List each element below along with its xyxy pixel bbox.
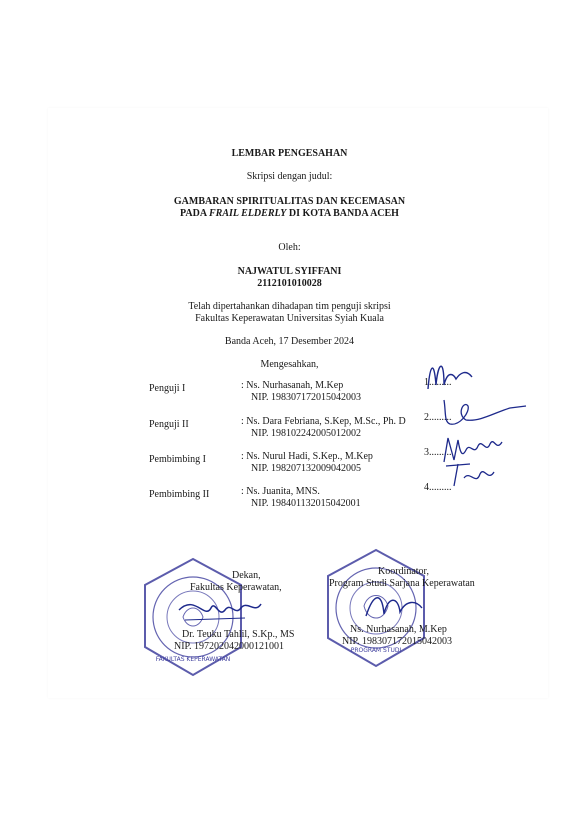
subtitle: Skripsi dengan judul: <box>246 171 333 182</box>
examiner-2-sign-line: 2......... <box>424 412 452 423</box>
examiner-2-role: Penguji II <box>149 419 189 430</box>
author-nim: 2112101010028 <box>257 278 322 289</box>
examiner-4-nip: NIP. 198401132015042001 <box>251 498 361 509</box>
examiner-2-name: : Ns. Dara Febriana, S.Kep, M.Sc., Ph. D <box>241 416 406 427</box>
stamp-right-center-text: PROGRAM STUDI <box>350 647 402 654</box>
examiner-3-sign-line: 3......... <box>424 447 452 458</box>
examiner-1-signature <box>420 355 500 395</box>
dean-nip: NIP. 197202042000121001 <box>174 641 285 652</box>
by-label: Oleh: <box>278 242 301 253</box>
examiner-1-name: : Ns. Nurhasanah, M.Kep <box>241 380 344 391</box>
examiner-3-name: : Ns. Nurul Hadi, S.Kep., M.Kep <box>241 451 373 462</box>
coordinator-program: Program Studi Sarjana Keperawatan <box>329 578 475 589</box>
dean-signature <box>175 590 265 630</box>
thesis-title-line2: PADA FRAIL ELDERLY DI KOTA BANDA ACEH <box>180 208 399 219</box>
author-name: NAJWATUL SYIFFANI <box>237 266 342 277</box>
coordinator-nip: NIP. 198307172015042003 <box>342 636 453 647</box>
examiner-1-nip: NIP. 198307172015042003 <box>251 392 362 403</box>
dean-title: Dekan, <box>232 570 261 581</box>
examiner-4-name: : Ns. Juanita, MNS. <box>241 486 320 497</box>
examiner-2-signature <box>440 392 530 432</box>
approved-label: Mengesahkan, <box>260 359 319 370</box>
examiner-3-nip: NIP. 198207132009042005 <box>251 463 362 474</box>
coordinator-signature <box>360 586 430 626</box>
stamp-left-center-text: FAKULTAS KEPERAWATAN <box>155 656 231 663</box>
examiner-3-role: Pembimbing I <box>149 454 206 465</box>
dean-faculty: Fakultas Keperawatan, <box>190 582 282 593</box>
dean-name: Dr. Teuku Tahlil, S.Kp., MS <box>182 629 295 640</box>
coordinator-title: Koordinator, <box>378 566 429 577</box>
page-title: LEMBAR PENGESAHAN <box>231 148 348 159</box>
examiner-1-sign-line: 1......... <box>424 377 452 388</box>
place-date: Banda Aceh, 17 Desember 2024 <box>224 336 355 347</box>
examiner-2-nip: NIP. 198102242005012002 <box>251 428 362 439</box>
examiner-4-signature <box>440 460 500 492</box>
examiner-1-role: Penguji I <box>149 383 186 394</box>
defense-line2: Fakultas Keperawatan Universitas Syiah Kuala <box>195 313 384 324</box>
defense-line1: Telah dipertahankan dihadapan tim penguji skripsi <box>188 301 391 312</box>
examiner-4-sign-line: 4......... <box>424 482 452 493</box>
examiner-4-role: Pembimbing II <box>149 489 210 500</box>
coordinator-name: Ns. Nurhasanah, M.Kep <box>350 624 447 635</box>
thesis-title-line1: GAMBARAN SPIRITUALITAS DAN KECEMASAN <box>173 196 406 207</box>
